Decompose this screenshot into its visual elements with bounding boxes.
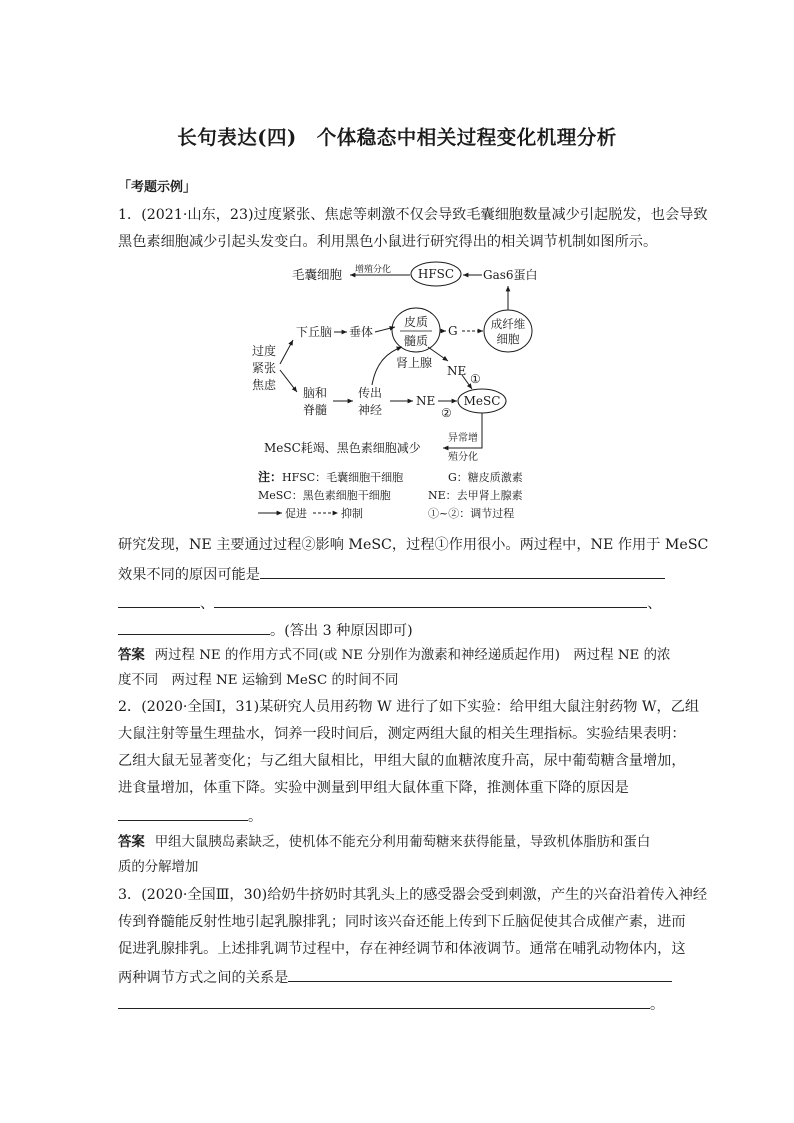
- abnormal-line-1: 异常增: [448, 433, 478, 444]
- efferent-line-2: 神经: [358, 403, 383, 417]
- medulla-label: 髓质: [403, 334, 429, 348]
- answer-blank-3[interactable]: [214, 592, 647, 608]
- ne-top-label: NE: [447, 364, 467, 378]
- hair-cell-label: 毛囊细胞: [292, 267, 343, 282]
- q1-line-6-tail: 。(答出 3 种原因即可): [270, 623, 413, 639]
- note-promote: 促进: [285, 507, 307, 520]
- g-label: G: [448, 324, 458, 338]
- q2-line-1: 2．(2020·全国Ⅰ，31)某研究人员用药物 W 进行了如下实验：给甲组大鼠注射药物 W，乙组: [118, 699, 700, 715]
- q1-line-1: 1．(2021·山东，23)过度紧张、焦虑等刺激不仅会导致毛囊细胞数量减少引起脱发，也会导致: [118, 207, 708, 223]
- q2-answer-1: 甲组大鼠胰岛素缺乏，使机体不能充分利用葡萄糖来获得能量，导致机体脂肪和蛋白: [154, 835, 651, 850]
- note-label: 注：: [258, 470, 283, 484]
- cortex-label: 皮质: [403, 315, 429, 329]
- note-g: G：糖皮质激素: [448, 471, 523, 484]
- brain-spine-line-1: 脑和: [303, 386, 328, 400]
- q3-line-1: 3．(2020·全国Ⅲ，30)给奶牛挤奶时其乳头上的感受器会受到刺激，产生的兴奋沿着传入神经: [118, 887, 708, 903]
- stimulus-line-2: 紧张: [252, 361, 277, 375]
- gas6-label: Gas6蛋白: [483, 268, 538, 282]
- exhaust-label: MeSC耗竭、黑色素细胞减少: [264, 441, 421, 455]
- answer-blank-4[interactable]: [118, 619, 270, 635]
- note-process: ①~②：调节过程: [428, 507, 515, 520]
- arrow-stim-to-brain: [280, 370, 297, 392]
- q3-line-4: [118, 966, 678, 988]
- section-tag: 「考题示例」: [118, 180, 197, 195]
- note-mesc: MeSC：黑色素细胞干细胞: [258, 489, 391, 502]
- q3-line-5: [118, 993, 678, 1015]
- q2-answer-line-1: [118, 832, 678, 853]
- q1-answer-line-1: [118, 645, 678, 666]
- mesc-label: MeSC: [463, 394, 501, 408]
- q1-sep-2: 、: [647, 596, 662, 612]
- answer-blank-7[interactable]: [118, 993, 650, 1009]
- hfsc-label: HFSC: [417, 267, 455, 281]
- q1-answer-2: 度不同 两过程 NE 运输到 MeSC 的时间不同: [118, 673, 399, 688]
- q2-line-3: 乙组大鼠无显著变化；与乙组大鼠相比，甲组大鼠的血糖浓度升高，尿中葡萄糖含量增加，: [118, 753, 686, 769]
- note-inhibit: 抑制: [341, 507, 363, 520]
- stimulus-line-3: 焦虑: [252, 378, 277, 392]
- circle-1-label: ①: [470, 372, 481, 386]
- q3-line-4-text: 两种调节方式之间的关系是: [118, 970, 289, 986]
- regulation-diagram: [240, 256, 540, 522]
- brain-spine-line-2: 脊髓: [303, 403, 328, 417]
- stimulus-line-1: 过度: [252, 344, 277, 358]
- ne-bottom-label: NE: [416, 394, 436, 408]
- q1-line-4: [118, 563, 678, 585]
- answer-blank-5[interactable]: [118, 805, 248, 821]
- q2-answer-2: 质的分解增加: [118, 860, 199, 875]
- answer-blank-1[interactable]: [260, 563, 665, 579]
- fibroblast-line-1: 成纤维: [490, 317, 526, 331]
- page-title: 长句表达(四) 个体稳态中相关过程变化机理分析: [177, 126, 617, 149]
- q3-line-3: 促进乳腺排乳。上述排乳调节过程中，存在神经调节和体液调节。通常在哺乳动物体内，这: [118, 941, 686, 957]
- q1-line-6: [118, 619, 678, 641]
- q2-line-5-tail: 。: [248, 809, 263, 825]
- q2-line-4: 进食量增加，体重下降。实验中测量到甲组大鼠体重下降，推测体重下降的原因是: [118, 780, 629, 796]
- q3-line-5-tail: 。: [650, 997, 665, 1013]
- abnormal-line-2: 殖分化: [448, 452, 478, 463]
- pituitary-label: 垂体: [349, 325, 374, 339]
- prolif-diff-label: 增殖分化: [355, 265, 392, 275]
- q2-line-5: [118, 805, 678, 827]
- note-ne: NE：去甲肾上腺素: [428, 489, 523, 502]
- circle-2-label: ②: [441, 406, 452, 420]
- q1-line-4-text: 效果不同的原因可能是: [118, 567, 260, 583]
- q1-line-2: 黑色素细胞减少引起头发变白。利用黑色小鼠进行研究得出的相关调节机制如图所示。: [118, 234, 658, 250]
- q2-line-2: 大鼠注射等量生理盐水，饲养一段时间后，测定两组大鼠的相关生理指标。实验结果表明：: [118, 726, 686, 742]
- q1-line-3: 研究发现，NE 主要通过过程②影响 MeSC，过程①作用很小。两过程中，NE 作用于 MeSC: [118, 537, 709, 553]
- adrenal-label: 肾上腺: [396, 356, 433, 370]
- arrow-stim-to-hypo: [280, 340, 293, 364]
- hypothalamus-label: 下丘脑: [296, 325, 333, 339]
- efferent-line-1: 传出: [358, 386, 383, 400]
- q1-sep-1: 、: [200, 596, 215, 612]
- q1-line-5: [118, 592, 678, 614]
- q3-line-2: 传到脊髓能反射性地引起乳腺排乳；同时该兴奋还能上传到下丘脑促使其合成催产素，进而: [118, 914, 686, 930]
- answer-blank-2[interactable]: [118, 592, 200, 608]
- note-hfsc: HFSC：毛囊细胞干细胞: [282, 471, 404, 484]
- q1-answer-1: 两过程 NE 的作用方式不同(或 NE 分别作为激素和神经递质起作用) 两过程 NE 的浓: [154, 648, 671, 663]
- answer-label: 答案: [118, 647, 145, 663]
- answer-blank-6[interactable]: [288, 966, 672, 982]
- answer-label: 答案: [118, 834, 145, 850]
- fibroblast-line-2: 细胞: [496, 332, 520, 346]
